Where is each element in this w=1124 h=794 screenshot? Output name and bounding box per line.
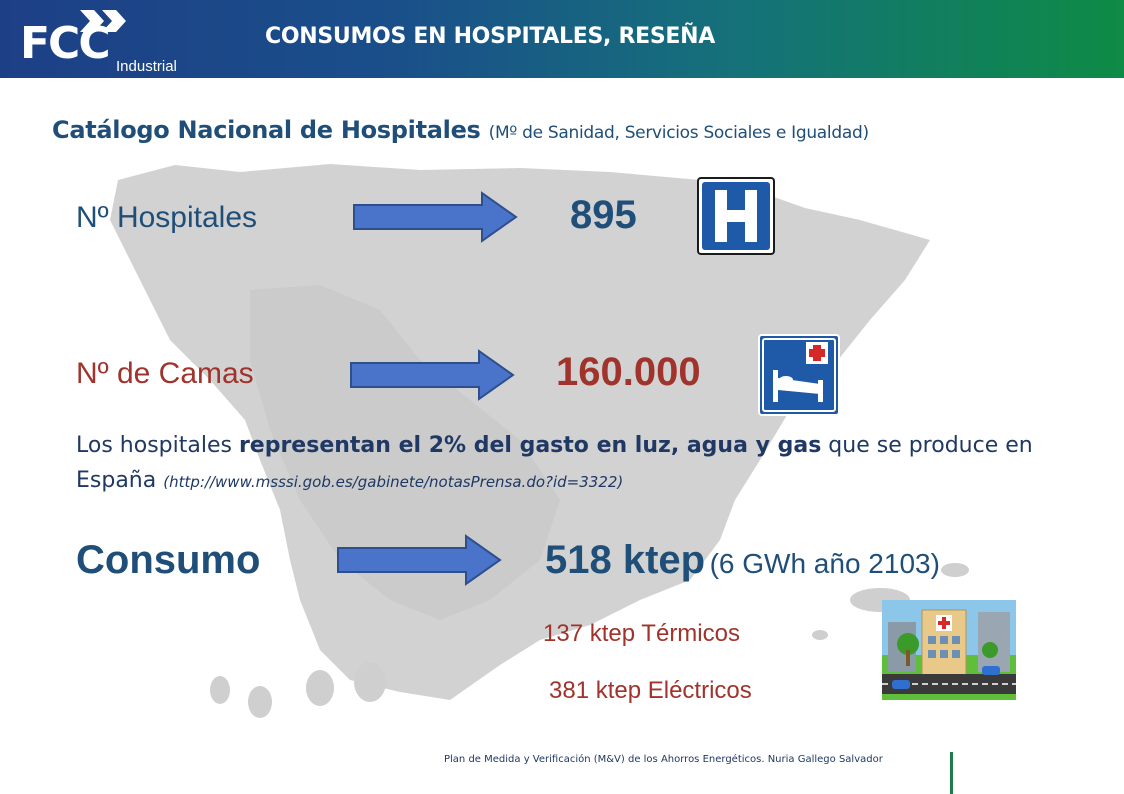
arrow-right-icon (336, 534, 502, 586)
hospital-building-icon (882, 600, 1016, 700)
consumption-value: 518 ktep (545, 538, 706, 582)
arrow-right-icon (352, 191, 518, 243)
thermal-consumption: 137 ktep Térmicos (543, 620, 740, 647)
paragraph-post: que se produce en España (76, 433, 1033, 493)
paragraph-url: (http://www.msssi.gob.es/gabinete/notasPrensa.do?id=3322) (163, 473, 624, 491)
beds-value: 160.000 (556, 350, 701, 394)
expense-paragraph (76, 428, 1106, 500)
hospitals-label: Nº Hospitales (76, 201, 258, 234)
catalog-source: (Mº de Sanidad, Servicios Sociales e Igualdad) (488, 123, 869, 143)
consumption-value-line (545, 538, 940, 583)
paragraph-bold: representan el 2% del gasto en luz, agua y gas (238, 433, 822, 458)
beds-label: Nº de Camas (76, 357, 254, 390)
catalog-subtitle (52, 116, 869, 144)
footer-divider (950, 752, 953, 794)
consumption-note: (6 GWh año 2103) (709, 548, 940, 579)
fcc-logo (14, 8, 204, 74)
catalog-title: Catálogo Nacional de Hospitales (52, 116, 481, 144)
arrow-right-icon (349, 349, 515, 401)
hospital-sign-icon (697, 177, 775, 255)
footer-text: Plan de Medida y Verificación (M&V) de los Ahorros Energéticos. Nuria Gallego Salvador (444, 754, 883, 765)
consumption-label: Consumo (76, 538, 261, 582)
logo-fcc-text: FCC (20, 18, 109, 69)
page-title: CONSUMOS EN HOSPITALES, RESEÑA (265, 24, 715, 49)
header-bar (0, 0, 1124, 78)
hospitals-value: 895 (570, 193, 637, 237)
paragraph-pre: Los hospitales (76, 433, 239, 458)
hospital-bed-sign-icon (758, 334, 840, 416)
logo-industrial-text: Industrial (116, 58, 177, 75)
electric-consumption: 381 ktep Eléctricos (549, 677, 752, 704)
